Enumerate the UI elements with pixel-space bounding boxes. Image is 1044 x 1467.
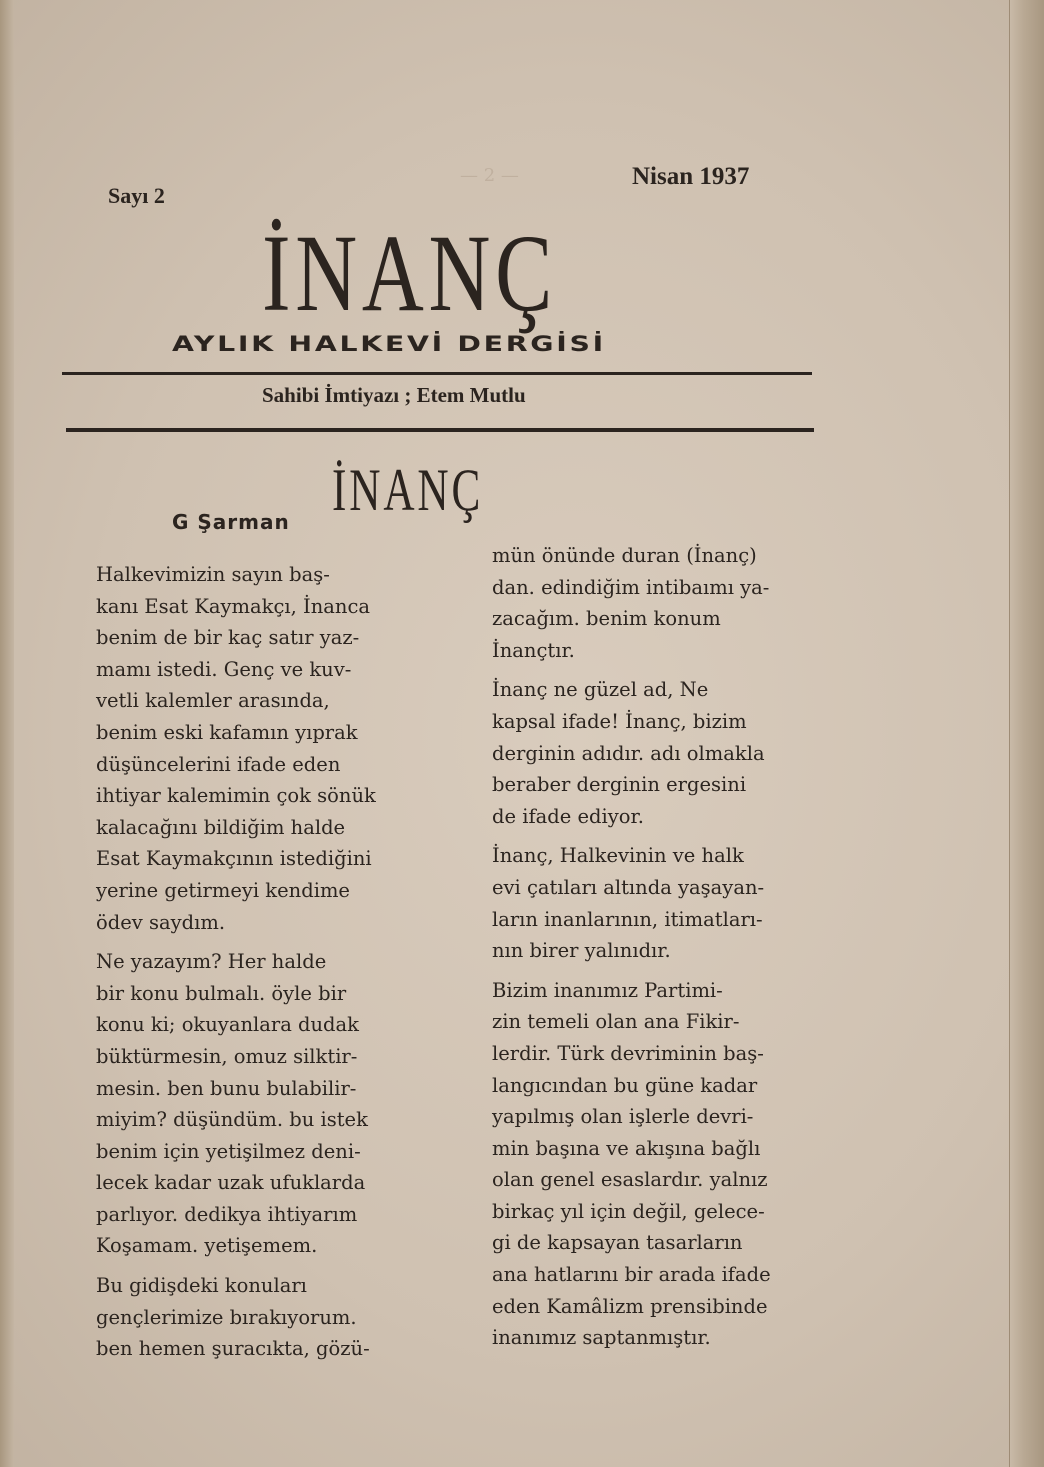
text-line: mamı istedi. Genç ve kuv-	[96, 657, 352, 681]
text-line: miyim? düşündüm. bu istek	[96, 1108, 368, 1132]
text-line: yapılmış olan işlerle devri-	[492, 1105, 754, 1129]
text-line: nın birer yalınıdır.	[492, 939, 671, 963]
text-line: benim eski kafamın yıprak	[96, 720, 358, 744]
masthead-title: İNANÇ	[262, 212, 558, 334]
text-line: evi çatıları altında yaşayan-	[492, 875, 765, 899]
article-left-column	[96, 559, 416, 1365]
text-line: lecek kadar uzak ufuklarda	[96, 1171, 366, 1195]
paragraph-gap	[96, 938, 416, 946]
text-line: min başına ve akışına bağlı	[492, 1136, 761, 1160]
paragraph-gap	[492, 666, 822, 674]
text-line: Bizim inanımız Partimi-	[492, 978, 723, 1002]
article-title: İNANÇ	[332, 457, 484, 523]
text-line: parlıyor. dedikya ihtiyarım	[96, 1202, 358, 1226]
text-line: Ne yazayım? Her halde	[96, 950, 327, 974]
text-line: İnanç ne güzel ad, Ne	[492, 678, 709, 702]
text-line: bir konu bulmalı. öyle bir	[96, 981, 347, 1005]
owner-line: Sahibi İmtiyazı ; Etem Mutlu	[262, 383, 526, 407]
text-line: mün önünde duran (İnanç)	[492, 544, 757, 567]
text-line: birkaç yıl için değil, gelece-	[492, 1199, 765, 1223]
article-author: G Şarman	[172, 510, 290, 534]
paragraph-gap	[492, 967, 822, 975]
text-line: ödev saydım.	[96, 910, 226, 934]
text-line: olan genel esaslardır. yalnız	[492, 1168, 768, 1192]
text-line: gençlerimize bırakıyorum.	[96, 1305, 357, 1329]
masthead-subtitle: AYLIK HALKEVİ DERGİSİ	[172, 332, 606, 356]
text-line: konu ki; okuyanlara dudak	[96, 1013, 359, 1037]
text-line: langıcından bu güne kadar	[492, 1073, 758, 1097]
page-right-edge	[1009, 0, 1044, 1467]
page-left-edge	[0, 0, 14, 1467]
text-line: İnançtır.	[492, 638, 575, 662]
text-line: mesin. ben bunu bulabilir-	[96, 1076, 357, 1100]
text-line: Esat Kaymakçının istediğini	[96, 847, 372, 871]
text-line: ana hatlarını bir arada ifade	[492, 1263, 771, 1287]
text-line: dan. edindiğim intibaımı ya-	[492, 575, 770, 599]
text-line: benim de bir kaç satır yaz-	[96, 626, 360, 650]
text-line: Bu gidişdeki konuları	[96, 1274, 307, 1298]
paragraph-gap	[96, 1262, 416, 1270]
text-line: yerine getirmeyi kendime	[96, 878, 350, 902]
text-line: kapsal ifade! İnanç, bizim	[492, 709, 747, 733]
header-rule-bottom	[66, 428, 814, 432]
text-line: inanımız saptanmıştır.	[492, 1326, 711, 1350]
issue-number: Sayı 2	[108, 183, 165, 208]
text-line: beraber derginin ergesini	[492, 773, 747, 797]
text-line: zin temeli olan ana Fikir-	[492, 1010, 740, 1034]
text-line: büktürmesin, omuz silktir-	[96, 1044, 358, 1068]
text-line: ların inanlarının, itimatları-	[492, 907, 763, 931]
text-line: zacağım. benim konum	[492, 607, 721, 631]
text-line: kalacağını bildiğim halde	[96, 815, 346, 839]
text-line: düşüncelerini ifade eden	[96, 752, 341, 776]
text-line: gi de kapsayan tasarların	[492, 1231, 743, 1255]
bleed-through-text: — 2 —	[460, 165, 519, 186]
text-line: eden Kamâlizm prensibinde	[492, 1294, 768, 1318]
text-line: Koşamam. yetişemem.	[96, 1234, 318, 1258]
text-line: vetli kalemler arasında,	[96, 689, 330, 713]
text-line: de ifade ediyor.	[492, 804, 644, 828]
text-line: lerdir. Türk devriminin baş-	[492, 1041, 764, 1065]
issue-date: Nisan 1937	[632, 163, 750, 190]
text-line: ihtiyar kalemimin çok sönük	[96, 784, 376, 808]
paragraph-gap	[492, 832, 822, 840]
text-line: kanı Esat Kaymakçı, İnanca	[96, 594, 371, 618]
header-rule-top	[62, 372, 812, 375]
article-right-column	[492, 540, 822, 1354]
text-line: İnanç, Halkevinin ve halk	[492, 844, 744, 868]
text-line: derginin adıdır. adı olmakla	[492, 741, 765, 765]
text-line: Halkevimizin sayın baş-	[96, 563, 330, 586]
text-line: benim için yetişilmez deni-	[96, 1139, 361, 1163]
text-line: ben hemen şuracıkta, gözü-	[96, 1337, 370, 1361]
